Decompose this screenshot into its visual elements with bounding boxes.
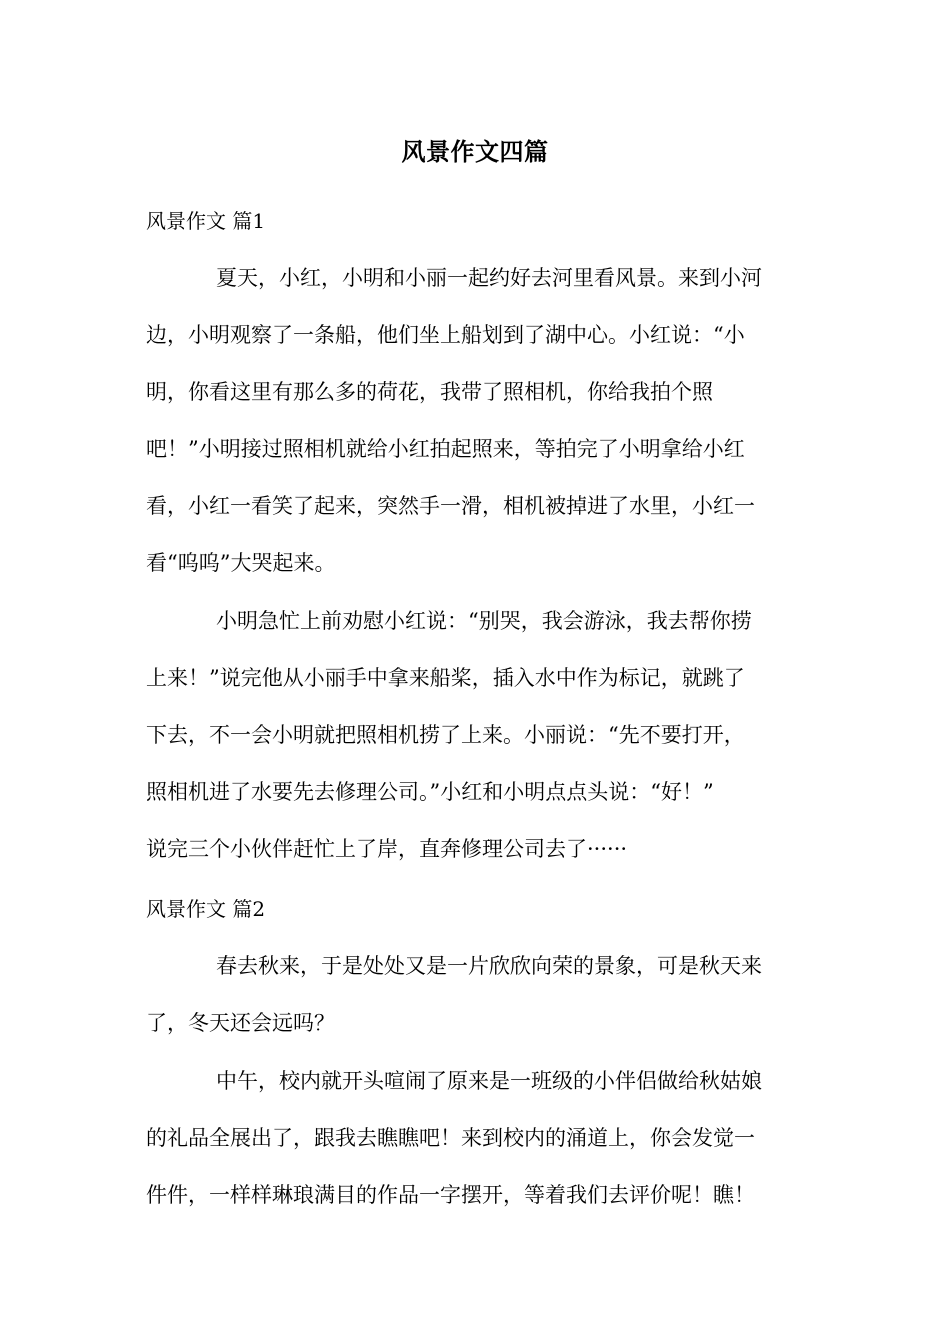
paragraph-line: 看，小红一看笑了起来，突然手一滑，相机被掉进了水里，小红一 — [146, 494, 755, 518]
paragraph-line: 边，小明观察了一条船，他们坐上船划到了湖中心。小红说：“小 — [146, 323, 745, 347]
paragraph-line: 说完三个小伙伴赶忙上了岸，直奔修理公司去了······ — [146, 837, 628, 861]
paragraph-line: 了，冬天还会远吗？ — [146, 1011, 335, 1035]
document-title: 风景作文四篇 — [401, 137, 549, 166]
paragraph-line: 照相机进了水要先去修理公司。”小红和小明点点头说：“好！” — [146, 780, 714, 804]
paragraph-line: 件件，一样样琳琅满目的作品一字摆开，等着我们去评价呢！瞧！ — [146, 1183, 755, 1207]
paragraph-line: 下去，不一会小明就把照相机捞了上来。小丽说：“先不要打开， — [146, 723, 745, 747]
paragraph-line: 春去秋来，于是处处又是一片欣欣向荣的景象，可是秋天来 — [216, 954, 762, 978]
paragraph-line: 上来！”说完他从小丽手中拿来船桨，插入水中作为标记，就跳了 — [146, 666, 745, 690]
paragraph-line: 夏天，小红，小明和小丽一起约好去河里看风景。来到小河 — [216, 266, 762, 290]
paragraph-line: 的礼品全展出了，跟我去瞧瞧吧！来到校内的涌道上，你会发觉一 — [146, 1126, 755, 1150]
paragraph-line: 看“呜呜”大哭起来。 — [146, 551, 336, 575]
paragraph-line: 明，你看这里有那么多的荷花，我带了照相机，你给我拍个照 — [146, 380, 713, 404]
paragraph-line: 中午，校内就开头喧闹了原来是一班级的小伴侣做给秋姑娘 — [216, 1069, 762, 1093]
section-heading-2: 风景作文 篇2 — [146, 897, 266, 921]
paragraph-line: 吧！”小明接过照相机就给小红拍起照来，等拍完了小明拿给小红 — [146, 437, 745, 461]
paragraph-line: 小明急忙上前劝慰小红说：“别哭，我会游泳，我去帮你捞 — [216, 609, 752, 633]
section-heading-1: 风景作文 篇1 — [146, 209, 266, 233]
